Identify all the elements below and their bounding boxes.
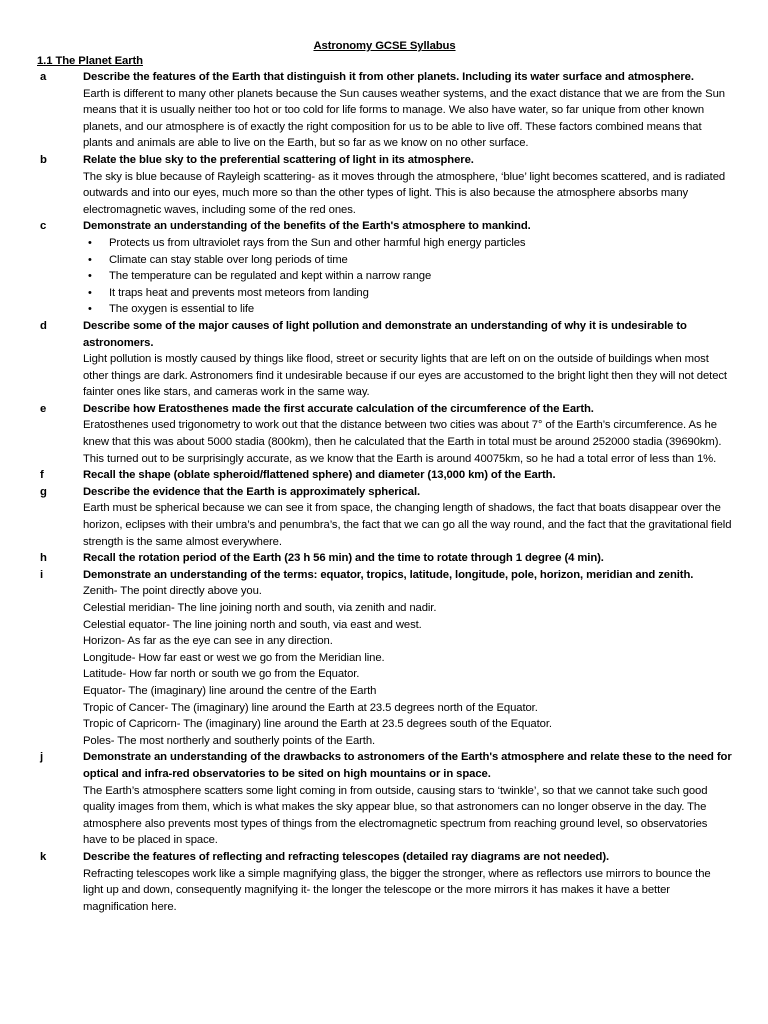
bullet-text: Protects us from ultraviolet rays from the Sun and other harmful high energy particles bbox=[109, 236, 526, 249]
item-content bbox=[83, 749, 732, 849]
item-letter: e bbox=[40, 402, 47, 415]
bullet-text: The oxygen is essential to life bbox=[109, 303, 255, 316]
item-question: Describe some of the major causes of light pollution and demonstrate an understanding of why it is undesirable to astronomers. bbox=[83, 319, 687, 349]
list-item bbox=[83, 285, 732, 302]
definition-line: Celestial meridian- The line joining north and south, via zenith and nadir. bbox=[83, 602, 437, 614]
definition-line: Horizon- As far as the eye can see in any direction. bbox=[83, 635, 333, 648]
item-answer: Earth must be spherical because we can see it from space, the changing length of shadows, the fact that boats disappear over the horizon, eclipses with their umbra’s and penumbra’s, the fact that we can go all the way round, and the fact that the gravitational field strength is the same almost everywhere. bbox=[83, 502, 732, 548]
item-answer: The Earth’s atmosphere scatters some light coming in from outside, causing stars to ‘twinkle’, so that we cannot take such good quality images from them, which is what makes the sky appear blue, so that astronomers can no longer observe in the day. The atmosphere also prevents most types of things from the electromagnetic spectrum from reaching ground level, so observatories have to be placed in space. bbox=[83, 784, 708, 847]
syllabus-item-k bbox=[37, 849, 732, 915]
syllabus-item-f bbox=[37, 467, 732, 484]
item-question: Recall the shape (oblate spheroid/flattened sphere) and diameter (13,000 km) of the Earth. bbox=[83, 469, 556, 482]
section-heading: 1.1 The Planet Earth bbox=[37, 55, 143, 67]
item-question: Describe how Eratosthenes made the first accurate calculation of the circumference of the Earth. bbox=[83, 402, 594, 415]
item-letter: c bbox=[40, 220, 47, 233]
item-content bbox=[83, 467, 732, 484]
benefits-list bbox=[83, 235, 732, 318]
syllabus-item-c bbox=[37, 218, 732, 318]
definition-line: Latitude- How far north or south we go from the Equator. bbox=[83, 668, 360, 681]
item-answer: The sky is blue because of Rayleigh scattering- as it moves through the atmosphere, ‘blue’ light becomes scattered, and is radiated outwards and into our eyes, much more so than the other types of light. This is also because the atmosphere absorbs many electromagnetic waves, including some of the red ones. bbox=[83, 170, 726, 216]
bullet-icon: • bbox=[88, 253, 92, 266]
syllabus-item-g bbox=[37, 484, 732, 550]
item-question: Demonstrate an understanding of the benefits of the Earth's atmosphere to mankind. bbox=[83, 220, 531, 233]
syllabus-item-e bbox=[37, 401, 732, 467]
list-item bbox=[83, 268, 732, 285]
syllabus-item-i bbox=[37, 567, 732, 750]
bullet-icon: • bbox=[88, 270, 92, 283]
page-title: Astronomy GCSE Syllabus bbox=[313, 40, 456, 52]
item-question: Describe the evidence that the Earth is approximately spherical. bbox=[83, 485, 421, 498]
item-letter: h bbox=[40, 552, 47, 565]
definition-line: Celestial equator- The line joining north and south, via east and west. bbox=[83, 618, 422, 631]
item-content bbox=[83, 849, 732, 915]
bullet-text: Climate can stay stable over long periods of time bbox=[109, 253, 348, 266]
item-letter: b bbox=[40, 153, 47, 166]
list-item bbox=[83, 252, 732, 269]
item-content bbox=[83, 318, 732, 401]
item-letter: g bbox=[40, 485, 47, 498]
item-letter: i bbox=[40, 568, 44, 581]
item-answer: Eratosthenes used trigonometry to work out that the distance between two cities was about 7° of the Earth’s circumference. As he knew that this was about 5000 stadia (800km), then he calculated that the Earth in total must be around 252000 stadia (39690km). This turned out to be surprisingly accurate, as we know that the Earth is around 40075km, so he had a total error of less than 1%. bbox=[83, 419, 722, 465]
bullet-text: The temperature can be regulated and kept within a narrow range bbox=[109, 270, 432, 283]
item-content bbox=[83, 401, 732, 467]
syllabus-item-d bbox=[37, 318, 732, 401]
syllabus-item-h bbox=[37, 550, 732, 567]
definition-line: Longitude- How far east or west we go from the Meridian line. bbox=[83, 651, 385, 664]
syllabus-item-j bbox=[37, 749, 732, 849]
item-content bbox=[83, 218, 732, 318]
item-letter: j bbox=[40, 751, 44, 764]
list-item bbox=[83, 301, 732, 318]
list-item bbox=[83, 235, 732, 252]
item-letter: k bbox=[40, 850, 47, 863]
definition-line: Tropic of Capricorn- The (imaginary) line around the Earth at 23.5 degrees south of the Equator. bbox=[83, 718, 552, 731]
item-content bbox=[83, 550, 732, 567]
item-letter: a bbox=[40, 71, 47, 83]
item-question: Demonstrate an understanding of the terms: equator, tropics, latitude, longitude, pole, horizon, meridian and zenith. bbox=[83, 568, 694, 581]
definition-line: Equator- The (imaginary) line around the centre of the Earth bbox=[83, 684, 377, 697]
syllabus-item-a bbox=[37, 69, 732, 152]
item-question: Relate the blue sky to the preferential scattering of light in its atmosphere. bbox=[83, 153, 474, 166]
bullet-text: It traps heat and prevents most meteors from landing bbox=[109, 286, 369, 299]
definition-line: Zenith- The point directly above you. bbox=[83, 585, 262, 598]
item-letter: f bbox=[40, 469, 44, 482]
item-content bbox=[83, 484, 732, 550]
item-answer: Refracting telescopes work like a simple magnifying glass, the bigger the stronger, where as reflectors use mirrors to bounce the light up and down, consequently magnifying it- the longer the telescope or the more mirrors it has makes it have a better magnification here. bbox=[83, 867, 711, 913]
item-content bbox=[83, 567, 732, 750]
item-answer: Earth is different to many other planets because the Sun causes weather systems, and the exact distance that we are from the Sun means that it is usually neither too hot or too cold for life forms to manage. We also have water, so far unique from other known planets, and our atmosphere is of exactly the right composition for us to be able to live off. These factors combined means that plants and animals are able to live on the Earth, but so far as we know on no other surface. bbox=[83, 87, 725, 150]
item-question: Demonstrate an understanding of the drawbacks to astronomers of the Earth's atmosphere and relate these to the need for optical and infra-red observatories to be sited on high mountains or in space. bbox=[83, 751, 732, 780]
item-letter: d bbox=[40, 319, 47, 332]
definition-line: Tropic of Cancer- The (imaginary) line around the Earth at 23.5 degrees north of the Equator. bbox=[83, 701, 538, 714]
bullet-icon: • bbox=[88, 286, 92, 299]
item-question: Recall the rotation period of the Earth (23 h 56 min) and the time to rotate through 1 degree (4 min). bbox=[83, 552, 604, 565]
item-content bbox=[83, 69, 732, 152]
item-question: Describe the features of the Earth that distinguish it from other planets. Including its water surface and atmosphere. bbox=[83, 71, 694, 83]
definition-line: Poles- The most northerly and southerly points of the Earth. bbox=[83, 734, 376, 747]
item-answer: Light pollution is mostly caused by things like flood, street or security lights that are left on on the outside of buildings when most other things are dark. Astronomers find it undesirable because if our eyes are accustomed to the bright light then they will not detect fainter ones like stars, and cameras work in the same way. bbox=[83, 353, 727, 399]
syllabus-item-b bbox=[37, 152, 732, 218]
item-content bbox=[83, 152, 732, 218]
bullet-icon: • bbox=[88, 303, 92, 316]
bullet-icon: • bbox=[88, 236, 92, 249]
item-question: Describe the features of reflecting and refracting telescopes (detailed ray diagrams are not needed). bbox=[83, 850, 610, 863]
